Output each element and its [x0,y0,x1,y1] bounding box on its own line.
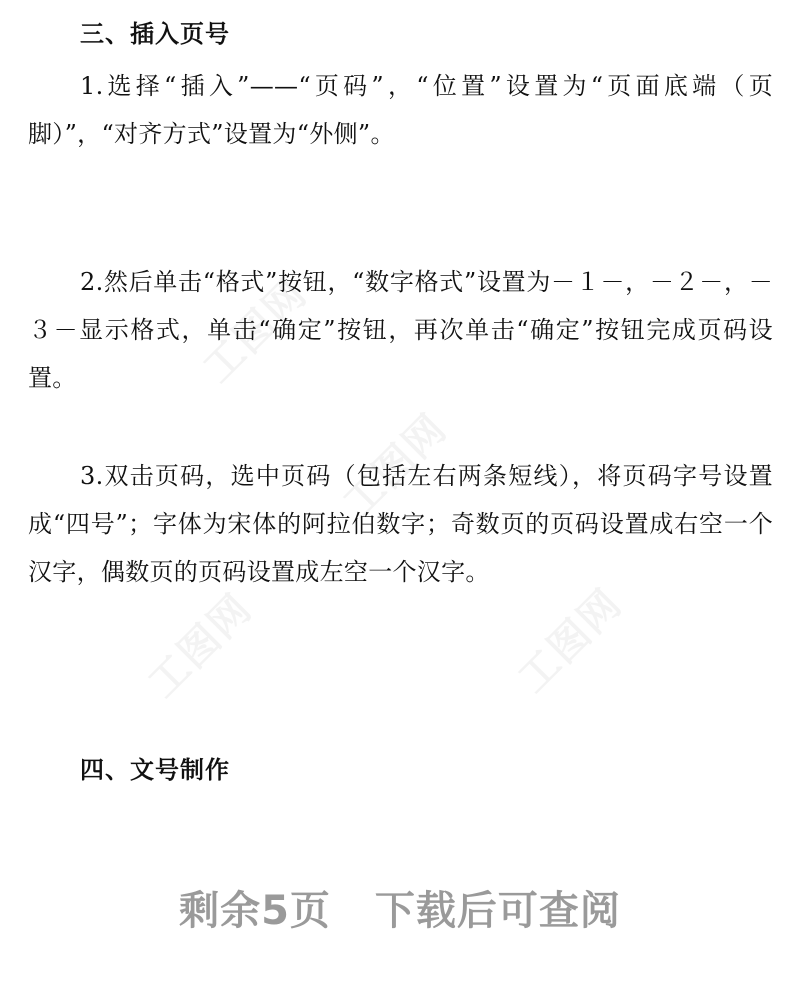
paragraph-step-1: 1.选择“插入”——“页码”，“位置”设置为“页面底端（页脚）”，“对齐方式”设置为“外侧”。 [28,72,773,148]
section-heading-doc-number: 四、文号制作 [80,756,230,784]
watermark-logo: 工图网 [139,585,262,707]
watermark-logo: 工图网 [194,270,317,392]
section-heading-page-numbers: 三、插入页号 [80,20,230,48]
watermark-logo: 工图网 [334,405,457,527]
paragraph-step-3: 3.双击页码，选中页码（包括左右两条短线），将页码字号设置成“四号”；字体为宋体的阿拉伯数字；奇数页的页码设置成右空一个汉字，偶数页的页码设置成左空一个汉字。 [28,462,773,586]
download-to-view-text: 下载后可查阅 [374,888,621,934]
watermark-logo: 工图网 [509,580,632,702]
paragraph-step-2: 2.然后单击“格式”按钮，“数字格式”设置为－１－，－２－，－３－显示格式，单击“确定”按钮，再次单击“确定”按钮完成页码设置。 [28,268,773,392]
remaining-pages-text: 剩余5页 [179,888,331,934]
download-prompt-banner[interactable] [0,886,800,936]
